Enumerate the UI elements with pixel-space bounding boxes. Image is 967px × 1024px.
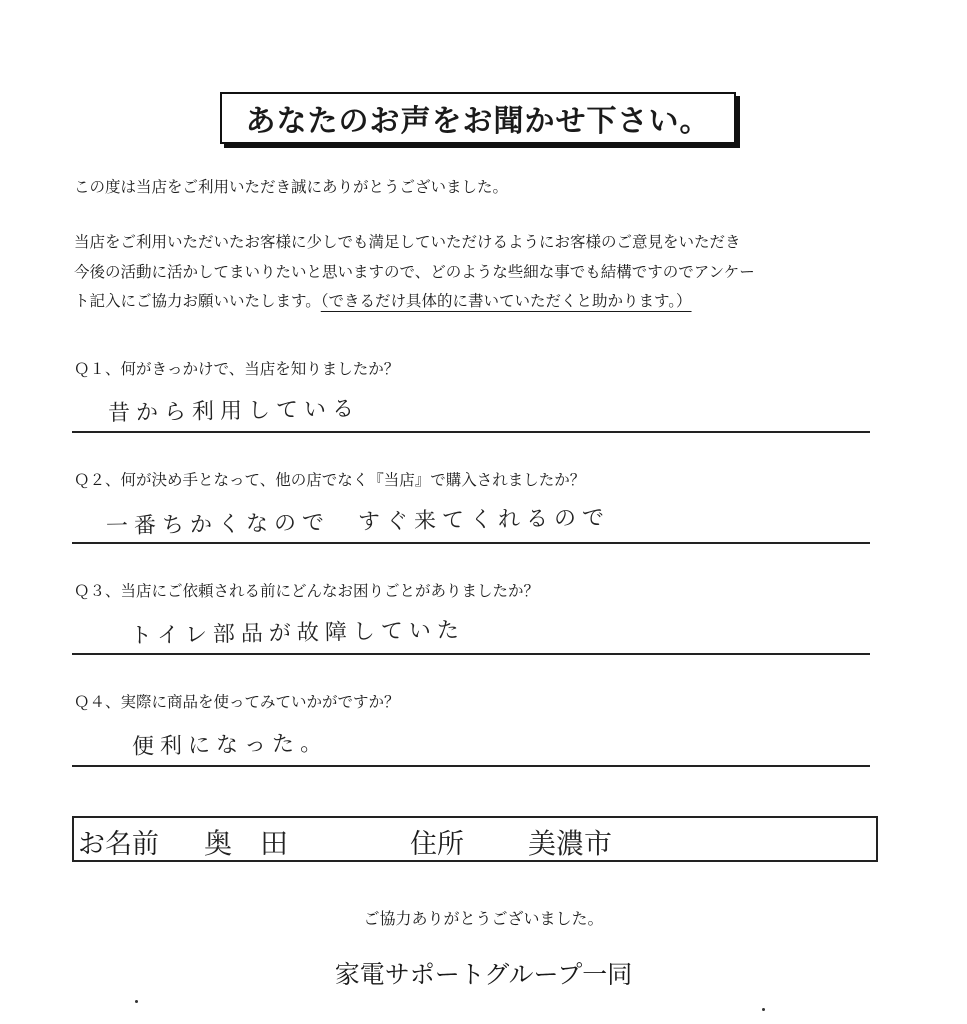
group-signature: 家電サポートグループ一同 bbox=[334, 960, 633, 989]
answer-1-line bbox=[72, 397, 870, 433]
answer-2: 一番ちかくなので すぐ来てくれるので bbox=[105, 505, 611, 540]
answer-4: 便利になった。 bbox=[131, 731, 329, 760]
survey-title-box bbox=[220, 92, 736, 144]
request-line-1: 当店をご利用いただいたお客様に少しでも満足していただけるようにお客様のご意見をいただき bbox=[74, 233, 741, 251]
survey-title: あなたのお声をお聞かせ下さい。 bbox=[245, 104, 711, 139]
request-line-2: 今後の活動に活かしてまいりたいと思いますので、どのような些細な事でも結構ですのでアンケー bbox=[74, 263, 755, 281]
question-3: Ｑ３、当店にご依頼される前にどんなお困りごとがありましたか？ bbox=[74, 582, 540, 600]
address-value: 美濃市 bbox=[528, 827, 613, 860]
name-address-box bbox=[72, 816, 878, 862]
request-line-3-note: （できるだけ具体的に書いていただくと助かります。） bbox=[320, 292, 692, 310]
answer-1: 昔から利用している bbox=[107, 396, 361, 427]
thanks-text: ご協力ありがとうございました。 bbox=[363, 909, 604, 928]
question-2: Ｑ２、何が決め手となって、他の店でなく『当店』で購入されましたか？ bbox=[74, 471, 586, 489]
question-1: Ｑ１、何がきっかけで、当店を知りましたか？ bbox=[74, 360, 400, 378]
scan-speck bbox=[135, 1000, 138, 1003]
intro-text: この度は当店をご利用いただき誠にありがとうございました。 bbox=[74, 178, 509, 196]
request-line-3-text: ト記入にご協力お願いいたします。 bbox=[74, 292, 321, 310]
name-value: 奥 田 bbox=[204, 827, 289, 860]
question-4: Ｑ４、実際に商品を使ってみていかがですか？ bbox=[74, 693, 400, 711]
answer-3: トイレ部品が故障していた bbox=[129, 618, 466, 649]
scan-speck bbox=[762, 1008, 765, 1011]
answer-4-line bbox=[72, 731, 870, 767]
answer-2-line bbox=[72, 505, 870, 544]
address-label: 住所 bbox=[410, 829, 464, 860]
name-label: お名前 bbox=[78, 829, 159, 860]
request-line-3 bbox=[74, 289, 692, 311]
answer-3-line bbox=[72, 619, 870, 655]
